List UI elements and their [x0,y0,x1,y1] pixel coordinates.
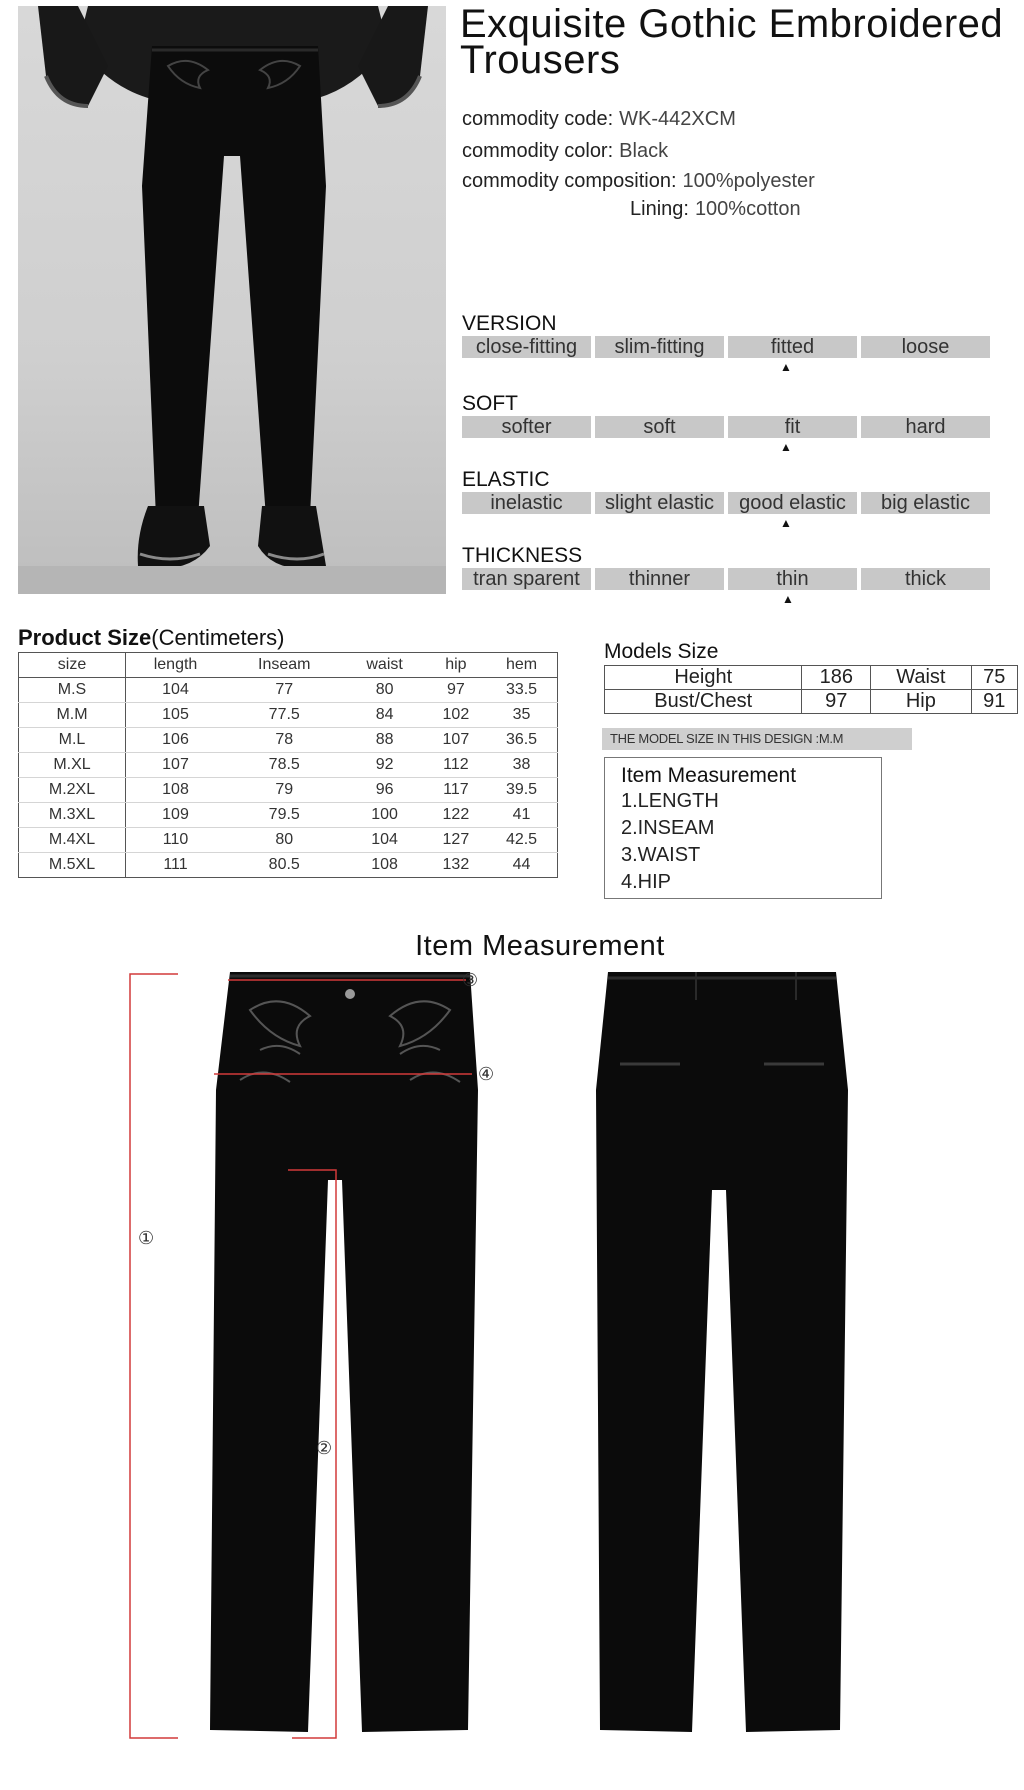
spec-color-value: Black [619,140,669,162]
size-cell: 104 [343,828,425,853]
scale-version-marker-icon: ▲ [780,360,792,374]
size-cell: 35 [486,703,557,728]
trousers-front-illustration [120,970,500,1750]
size-cell: M.M [19,703,126,728]
size-cell: 100 [343,803,425,828]
size-cell: 41 [486,803,557,828]
trousers-back-diagram [596,970,876,1750]
size-col-header: Inseam [225,653,343,678]
scale-soft-option: fit [728,416,857,438]
size-cell: 112 [426,753,486,778]
size-cell: 80 [225,828,343,853]
size-cell: 79 [225,778,343,803]
size-cell: 109 [126,803,226,828]
size-table-heading-unit: (Centimeters) [151,625,285,650]
table-row [19,853,558,878]
marker-inseam: ② [316,1438,333,1458]
item-measurement-entry: 3.WAIST [621,844,701,866]
table-row [605,666,1018,690]
size-cell: 78.5 [225,753,343,778]
models-cell: 186 [802,666,871,690]
size-cell: 88 [343,728,425,753]
size-cell: 132 [442,856,470,873]
scale-soft-title: SOFT [462,392,518,415]
model-wearing-trousers-illustration [18,6,446,594]
spec-color-label: commodity color: [462,140,614,162]
spec-composition-value: 100%polyester [682,170,815,192]
item-measurement-entry: 4.HIP [621,871,672,893]
marker-hip: ④ [478,1064,495,1084]
measurement-section-title: Item Measurement [415,930,665,962]
size-cell: 80 [343,678,425,703]
size-cell: M.3XL [19,803,126,828]
scale-version-option: close-fitting [462,336,591,358]
scale-elastic-row [462,492,990,514]
size-cell: 96 [343,778,425,803]
size-col-header: hem [486,653,557,678]
scale-thickness-option: tran sparent [462,568,591,590]
scale-thickness-option: thin [728,568,857,590]
size-cell: 108 [126,778,226,803]
scale-soft-option: softer [462,416,591,438]
scale-elastic-option: slight elastic [595,492,724,514]
size-cell: 104 [126,678,226,703]
size-col-header: size [19,653,126,678]
size-cell: 36.5 [486,728,557,753]
size-cell: 111 [163,856,188,873]
size-cell: 110 [126,828,226,853]
table-row [19,678,558,703]
spec-lining-label: Lining: [630,198,689,220]
spec-composition-label: commodity composition: [462,170,677,192]
size-cell: 39.5 [486,778,557,803]
models-cell: Waist [871,666,971,690]
size-cell: 78 [225,728,343,753]
scale-elastic-option: big elastic [861,492,990,514]
size-cell: M.2XL [19,778,126,803]
models-cell: Bust/Chest [605,690,802,714]
spec-composition [462,170,815,193]
table-row [19,778,558,803]
spec-lining-value: 100%cotton [694,198,801,220]
size-col-header: hip [426,653,486,678]
size-cell: 44 [512,856,531,873]
item-measurement-heading: Item Measurement [621,764,797,787]
scale-thickness-title: THICKNESS [462,544,583,567]
size-cell: 107 [426,728,486,753]
spec-code [462,108,736,131]
item-measurement-entry: 1.LENGTH [621,790,719,812]
size-cell: 33.5 [486,678,557,703]
size-cell: 42.5 [486,828,557,853]
scale-elastic-option: good elastic [728,492,857,514]
models-size-table [604,665,1018,714]
table-row [19,728,558,753]
size-cell: 117 [426,778,486,803]
size-cell: 79.5 [225,803,343,828]
scale-version-title: VERSION [462,312,557,335]
trousers-front-diagram [120,970,500,1750]
product-title: Exquisite Gothic Embroidered Trousers [460,2,1004,82]
size-col-header: waist [343,653,425,678]
scale-thickness-option: thick [861,568,990,590]
models-cell: 97 [802,690,871,714]
marker-length: ① [138,1228,155,1248]
spec-color [462,140,668,163]
scale-thickness-row [462,568,990,590]
size-cell: 108 [371,856,398,873]
size-table-header-row [19,653,558,678]
size-cell: 102 [426,703,486,728]
size-cell: 84 [343,703,425,728]
models-cell: Height [605,666,802,690]
scale-thickness-marker-icon: ▲ [782,592,794,606]
size-cell: M.4XL [19,828,126,853]
size-table [18,652,558,878]
scale-elastic-title: ELASTIC [462,468,550,491]
size-cell: 77 [225,678,343,703]
table-row [19,703,558,728]
size-cell: 80.5 [268,856,300,873]
size-table-heading-bold: Product Size [18,625,152,650]
size-cell: 127 [426,828,486,853]
table-row [605,690,1018,714]
scale-soft-marker-icon: ▲ [780,440,792,454]
item-measurement-entry: 2.INSEAM [621,817,715,839]
models-cell: Hip [871,690,971,714]
spec-lining [630,198,801,221]
size-cell: 97 [426,678,486,703]
scale-soft-option: soft [595,416,724,438]
scale-soft-option: hard [861,416,990,438]
table-row [19,753,558,778]
size-cell: 106 [126,728,226,753]
size-cell: 105 [126,703,226,728]
marker-waist: ③ [462,970,479,990]
size-table-heading [18,625,285,651]
scale-elastic-option: inelastic [462,492,591,514]
scale-soft-row [462,416,990,438]
scale-thickness-option: thinner [595,568,724,590]
table-row [19,803,558,828]
models-cell: 91 [971,690,1017,714]
size-col-header: length [126,653,226,678]
size-cell: 107 [126,753,226,778]
spec-code-label: commodity code: [462,108,614,130]
size-cell: 92 [343,753,425,778]
scale-version-row [462,336,990,358]
size-cell: M.S [19,678,126,703]
item-measurement-box [604,757,882,899]
models-cell: 75 [971,666,1017,690]
model-size-note: THE MODEL SIZE IN THIS DESIGN :M.M [602,728,912,750]
models-size-heading: Models Size [604,640,719,663]
size-cell: M.L [19,728,126,753]
size-cell: M.XL [19,753,126,778]
scale-elastic-marker-icon: ▲ [780,516,792,530]
spec-code-value: WK-442XCM [619,108,736,130]
table-row [19,828,558,853]
size-cell: 77.5 [225,703,343,728]
product-photo-model [18,6,446,594]
trousers-back-illustration [596,970,876,1750]
size-cell: 38 [486,753,557,778]
scale-version-option: loose [861,336,990,358]
size-cell: M.5XL [19,853,126,878]
size-cell: 122 [426,803,486,828]
scale-version-option: slim-fitting [595,336,724,358]
scale-version-option: fitted [728,336,857,358]
